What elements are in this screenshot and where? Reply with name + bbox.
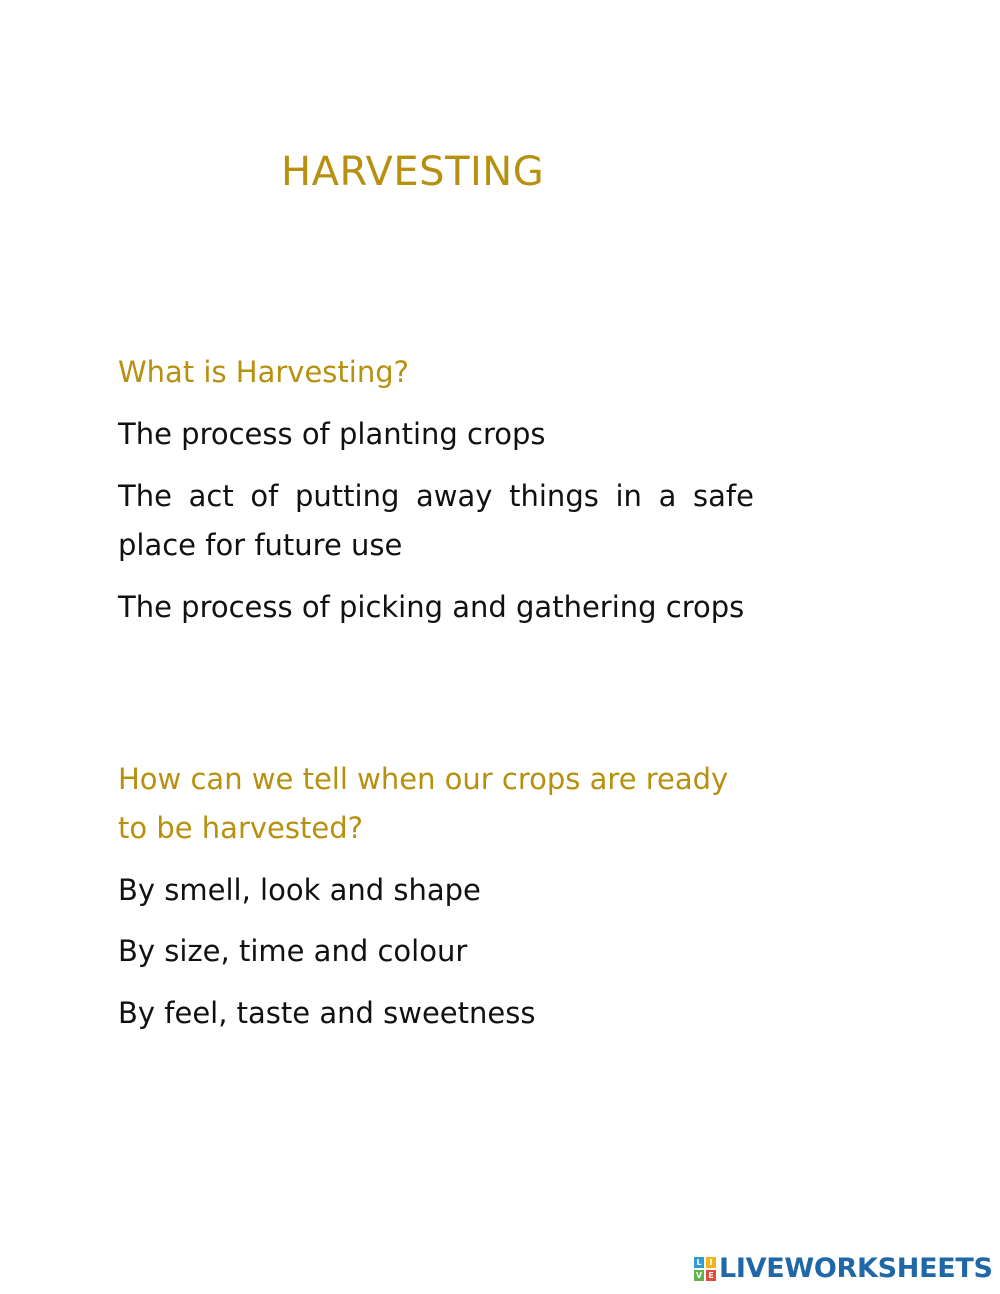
liveworksheets-brand [694,1252,993,1286]
question-1-option-3[interactable]: The process of picking and gathering crops [118,590,745,624]
logo-square-v: V [695,1270,703,1280]
question-1-option-2[interactable]: The act of putting away things in a safe place for future use [118,479,754,562]
worksheet-title: HARVESTING [281,149,545,195]
question-1: What is Harvesting? [118,355,410,389]
logo-square-i: I [706,1257,716,1268]
question-2-option-1[interactable]: By smell, look and shape [118,873,481,907]
question-2: How can we tell when our crops are ready to be harvested? [118,762,729,845]
question-2-option-3[interactable]: By feel, taste and sweetness [118,996,536,1030]
liveworksheets-logo-icon [694,1257,716,1281]
logo-square-e: E [706,1270,716,1281]
logo-square-l: L [694,1257,704,1268]
question-2-option-2[interactable]: By size, time and colour [118,934,468,968]
liveworksheets-wordmark: LIVEWORKSHEETS [719,1253,993,1284]
question-1-option-1[interactable]: The process of planting crops [118,417,546,451]
